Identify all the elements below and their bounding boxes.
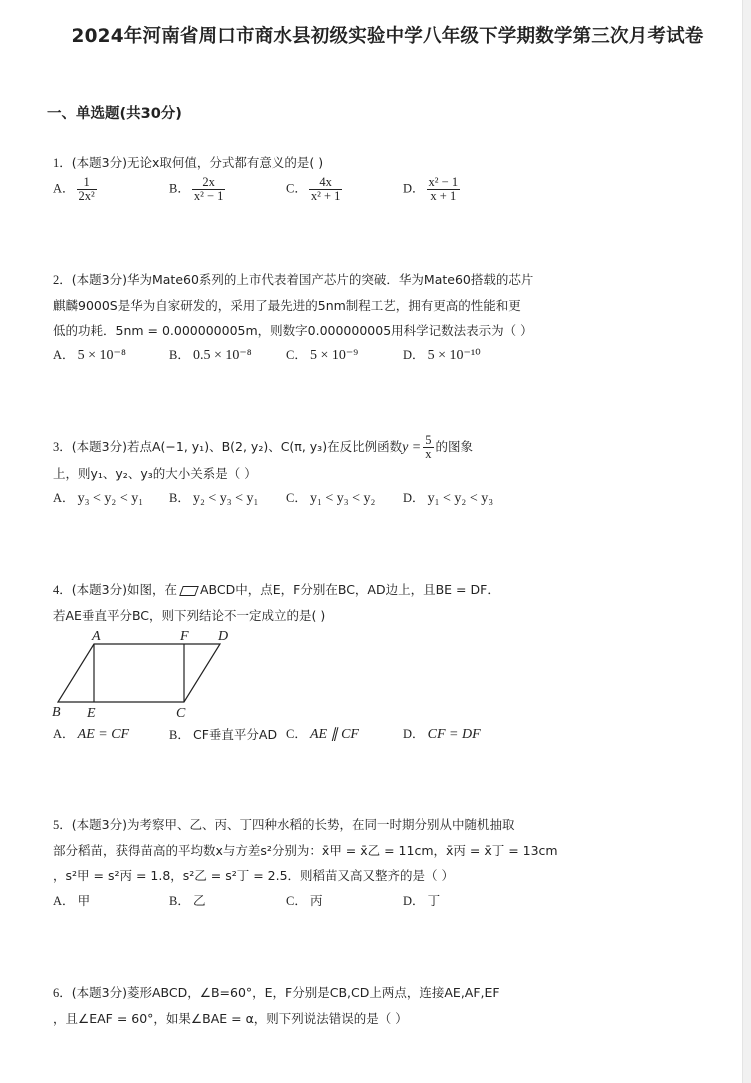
question-2-line-2: 麒麟9000S是华为自家研发的，采用了最先进的5nm制程工艺，拥有更高的性能和更 <box>53 298 521 313</box>
page-title: 2024年河南省周口市商水县初级实验中学八年级下学期数学第三次月考试卷 <box>71 26 704 47</box>
label-c: C <box>176 706 186 721</box>
question-3-line-2: 上，则y₁、y₂、y₃的大小关系是（ ） <box>53 466 257 481</box>
option-c[interactable]: C． $\frac{4x}{\text{x² + 1}}$ <box>286 175 341 203</box>
question-5-line-3: ，s²甲 = s²丙 = 1.8，s²乙 = s²丁 = 2.5．则稻苗又高又整齐的是（ ） <box>53 868 455 883</box>
label-b: B <box>52 705 61 720</box>
question-6-line-1: 6．(本题3分)菱形ABCD，∠B=60°，E，F分别是CB,CD上两点，连接AE,AF,EF <box>53 985 500 1000</box>
question-2-line-3: 低的功耗．5nm = 0.000000005m，则数字0.000000005用科学记数法表示为（ ） <box>53 323 533 338</box>
option-a[interactable]: A． AE = CF <box>53 727 130 742</box>
fraction: $\frac{5}{x}$ <box>425 433 432 461</box>
section-heading: 一、单选题(共30分) <box>47 106 182 122</box>
question-2-options <box>53 343 523 371</box>
question-3-line-1: 3．(本题3分)若点A(−1, y₁)、B(2, y₂)、C(π, y₃)在反比例函数y = $\frac{5}{x}$ 的图象 <box>53 433 474 461</box>
option-d[interactable]: D． 5 × 10⁻¹⁰ <box>403 348 481 363</box>
fraction: $\frac{2x}{\text{x² − 1}}$ <box>193 175 224 203</box>
question-5-options <box>53 888 523 916</box>
question-4-options-wrap <box>53 722 523 750</box>
option-d[interactable]: D． 丁 <box>403 893 441 908</box>
option-a[interactable]: A． 甲 <box>53 893 91 908</box>
parallelogram-icon <box>179 586 199 596</box>
label-f: F <box>180 629 189 644</box>
question-3-options <box>53 486 523 514</box>
option-b[interactable]: B． 0.5 × 10⁻⁸ <box>169 348 252 363</box>
option-c[interactable]: C． y₁ < y₃ < y₂ <box>286 491 376 506</box>
question-2 <box>53 267 534 371</box>
question-score: (本题3分) <box>71 155 127 170</box>
label-d: D <box>218 629 229 644</box>
question-4 <box>53 577 523 628</box>
question-6-line-2: ，且∠EAF = 60°，如果∠BAE = α，则下列说法错误的是（ ） <box>53 1011 408 1026</box>
option-c[interactable]: C． AE ∥ CF <box>286 727 359 742</box>
option-c[interactable]: C． 丙 <box>286 893 323 908</box>
question-5 <box>53 812 558 916</box>
option-b[interactable]: B． $\frac{2x}{\text{x² − 1}}$ <box>169 175 224 203</box>
question-4-options <box>53 722 523 750</box>
option-a[interactable]: A． 5 × 10⁻⁸ <box>53 348 126 363</box>
question-1 <box>53 150 523 208</box>
option-a[interactable]: A． y₃ < y₂ < y₁ <box>53 491 144 506</box>
fraction: $\frac{\text{x² − 1}}{x + 1}$ <box>428 175 459 203</box>
fraction: $\frac{4x}{\text{x² + 1}}$ <box>310 175 341 203</box>
question-5-line-2: 部分稻苗，获得苗高的平均数x与方差s²分别为：x̄甲 = x̄乙 = 11cm，x̄丙 = x̄丁 = 13cm <box>53 843 558 858</box>
label-a: A <box>92 629 101 644</box>
question-number: 1． <box>53 156 72 170</box>
question-5-line-1: 5．(本题3分)为考察甲、乙、丙、丁四种水稻的长势，在同一时期分别从中随机抽取 <box>53 817 515 832</box>
scrollbar[interactable] <box>742 0 751 1083</box>
option-b[interactable]: B． y₂ < y₃ < y₁ <box>169 491 259 506</box>
question-3 <box>53 434 523 514</box>
question-1-options <box>53 176 523 208</box>
question-6 <box>53 980 523 1031</box>
label-e: E <box>87 706 96 721</box>
question-text: 无论x取何值，分式都有意义的是( ) <box>126 155 324 170</box>
parallelogram-figure <box>50 625 240 725</box>
question-2-line-1: 2．(本题3分)华为Mate60系列的上市代表着国产芯片的突破．华为Mate60搭载的芯片 <box>53 272 534 287</box>
question-1-stem <box>53 150 523 176</box>
option-d[interactable]: D． CF = DF <box>403 727 481 742</box>
option-a[interactable]: A． $\frac{1}{\text{2x²}}$ <box>53 175 95 203</box>
question-4-line-1: 4．(本题3分)如图，在 ABCD中，点E，F分别在BC，AD边上，且BE = DF． <box>53 582 500 597</box>
option-c[interactable]: C． 5 × 10⁻⁹ <box>286 348 359 363</box>
question-4-line-2: 若AE垂直平分BC，则下列结论不一定成立的是( ) <box>53 608 326 623</box>
fraction: $\frac{1}{\text{2x²}}$ <box>78 175 95 203</box>
option-b[interactable]: B． CF垂直平分AD <box>169 727 278 742</box>
option-b[interactable]: B． 乙 <box>169 893 206 908</box>
option-d[interactable]: D． $\frac{\text{x² − 1}}{x + 1}$ <box>403 175 459 203</box>
option-d[interactable]: D． y₁ < y₂ < y₃ <box>403 491 494 506</box>
